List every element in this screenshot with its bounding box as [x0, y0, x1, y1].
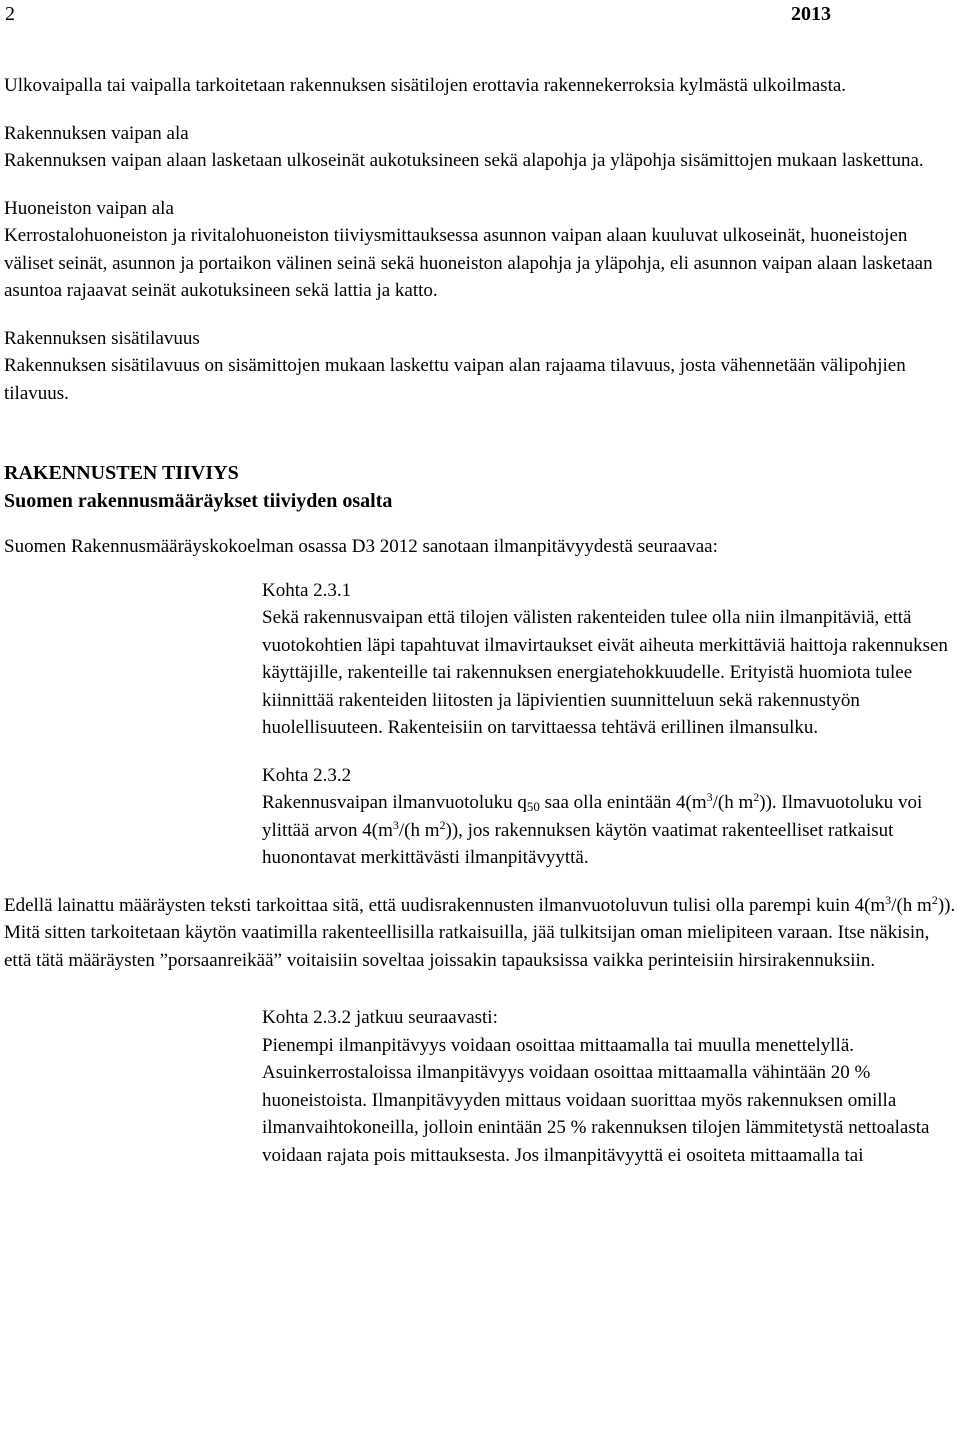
- text-run: )). Ilmavuotoluku voi ylittää arvon 4(m: [262, 792, 923, 841]
- text-run: Rakennusvaipan ilmanvuotoluku q: [262, 792, 527, 813]
- quote-title: Kohta 2.3.2: [262, 764, 352, 786]
- term-title: Rakennuksen vaipan ala: [4, 122, 189, 144]
- text-run: )). Mitä sitten tarkoitetaan käytön vaatimilla rakenteellisilla ratkaisuilla, jää tulkitsijan oman mielipiteen varaan. Itse näkisin, että tätä määräysten ”porsaanreikää” voitaisiin soveltaa joissakin tapauksissa vaikka perinteisiin hirsirakennuksiin.: [4, 894, 956, 971]
- term-title: Huoneiston vaipan ala: [4, 197, 174, 219]
- section-heading: RAKENNUSTEN TIIVIYS: [4, 462, 239, 484]
- paragraph-ulkovaippa: Ulkovaipalla tai vaipalla tarkoitetaan rakennuksen sisätilojen erottavia rakennekerroksia kylmästä ulkoilmasta.: [4, 75, 847, 96]
- text-run: /(h m: [891, 894, 932, 916]
- document-body: [4, 72, 956, 1169]
- page-number: 2: [5, 3, 15, 25]
- quote-body: [262, 789, 952, 872]
- text-run: /(h m: [398, 819, 440, 841]
- section-heading-block: [4, 459, 956, 515]
- section-intro: Suomen Rakennusmääräyskokoelman osassa D3 2012 sanotaan ilmanpitävyydestä seuraavaa:: [4, 536, 718, 557]
- quoted-regulation: [262, 577, 952, 872]
- section-subheading: Suomen rakennusmääräykset tiiviyden osalta: [4, 490, 393, 512]
- section-huoneiston-vaipan-ala: [4, 195, 956, 305]
- superscript: 2: [931, 892, 938, 907]
- quote-title: Kohta 2.3.2 jatkuu seuraavasti:: [262, 1007, 498, 1028]
- commentary-paragraph: [4, 892, 956, 975]
- superscript: 3: [706, 790, 713, 804]
- superscript: 2: [439, 817, 446, 832]
- text-run: Edellä lainattu määräysten teksti tarkoittaa sitä, että uudisrakennusten ilmanvuotoluvun tulisi olla parempi kuin 4(m: [4, 894, 886, 916]
- header-year: 2013: [791, 3, 831, 25]
- term-body: Kerrostalohuoneiston ja rivitalohuoneiston tiiviysmittauksessa asunnon vaipan alaan kuuluvat ulkoseinät, huoneistojen väliset seinät, asunnon ja portaikon välinen seinä sekä huoneiston alapohja ja yläpohja, eli asunnon vaipan alaan lasketaan asuntoa rajaavat seinät aukotuksineen sekä lattia ja katto.: [4, 225, 933, 301]
- quote-title: Kohta 2.3.1: [262, 579, 352, 601]
- text-run: )), jos rakennuksen käytön vaatimat rakenteelliset ratkaisut huonontavat merkittävästi ilmanpitävyyttä.: [262, 819, 894, 868]
- text-run: /(h m: [712, 792, 754, 813]
- text-run: saa olla enintään 4(m: [539, 792, 707, 813]
- quote-body: Sekä rakennusvaipan että tilojen välisten rakenteiden tulee olla niin ilmanpitäviä, että vuotokohtien läpi tapahtuvat ilmavirtaukset eivät aiheuta merkittäviä haittoja rakennuksen käyttäjille, rakenteille tai rakennuksen energiatehokkuudelle. Erityistä huomiota tulee kiinnittää rakenteiden liitosten ja läpivientien suunnitteluun sekä rakennustyön huolellisuuteen. Rakenteisiin on tarvittaessa tehtävä erillinen ilmansulku.: [262, 607, 948, 738]
- subscript: 50: [526, 799, 540, 814]
- page-header: [0, 0, 960, 28]
- section-sisatilavuus: [4, 325, 956, 408]
- superscript: 2: [753, 790, 760, 804]
- quote-kohta-232: [262, 762, 952, 872]
- quote-kohta-231: [262, 577, 952, 742]
- quoted-regulation-continued: [262, 1004, 952, 1169]
- term-body: Rakennuksen vaipan alaan lasketaan ulkoseinät aukotuksineen sekä alapohja ja yläpohja sisämittojen mukaan laskettuna.: [4, 150, 924, 171]
- quote-body: Pienempi ilmanpitävyys voidaan osoittaa mittaamalla tai muulla menettelyllä. Asuinkerrostaloissa ilmanpitävyys voidaan osoittaa mittaamalla vähintään 20 % huoneistoista. Ilmanpitävyyden mittaus voidaan suorittaa myös rakennuksen omilla ilmanvaihtokoneilla, jolloin enintään 25 % rakennuksen tilojen lämmitetystä nettoalasta voidaan rajata pois mittauksesta. Jos ilmanpitävyyttä ei osoiteta mittaamalla tai: [262, 1034, 930, 1166]
- term-title: Rakennuksen sisätilavuus: [4, 327, 200, 349]
- superscript: 3: [392, 817, 399, 832]
- section-rakennuksen-vaipan-ala: [4, 120, 956, 175]
- term-body: Rakennuksen sisätilavuus on sisämittojen mukaan laskettu vaipan alan rajaama tilavuus, josta vähennetään välipohjien tilavuus.: [4, 355, 906, 404]
- superscript: 3: [885, 892, 892, 907]
